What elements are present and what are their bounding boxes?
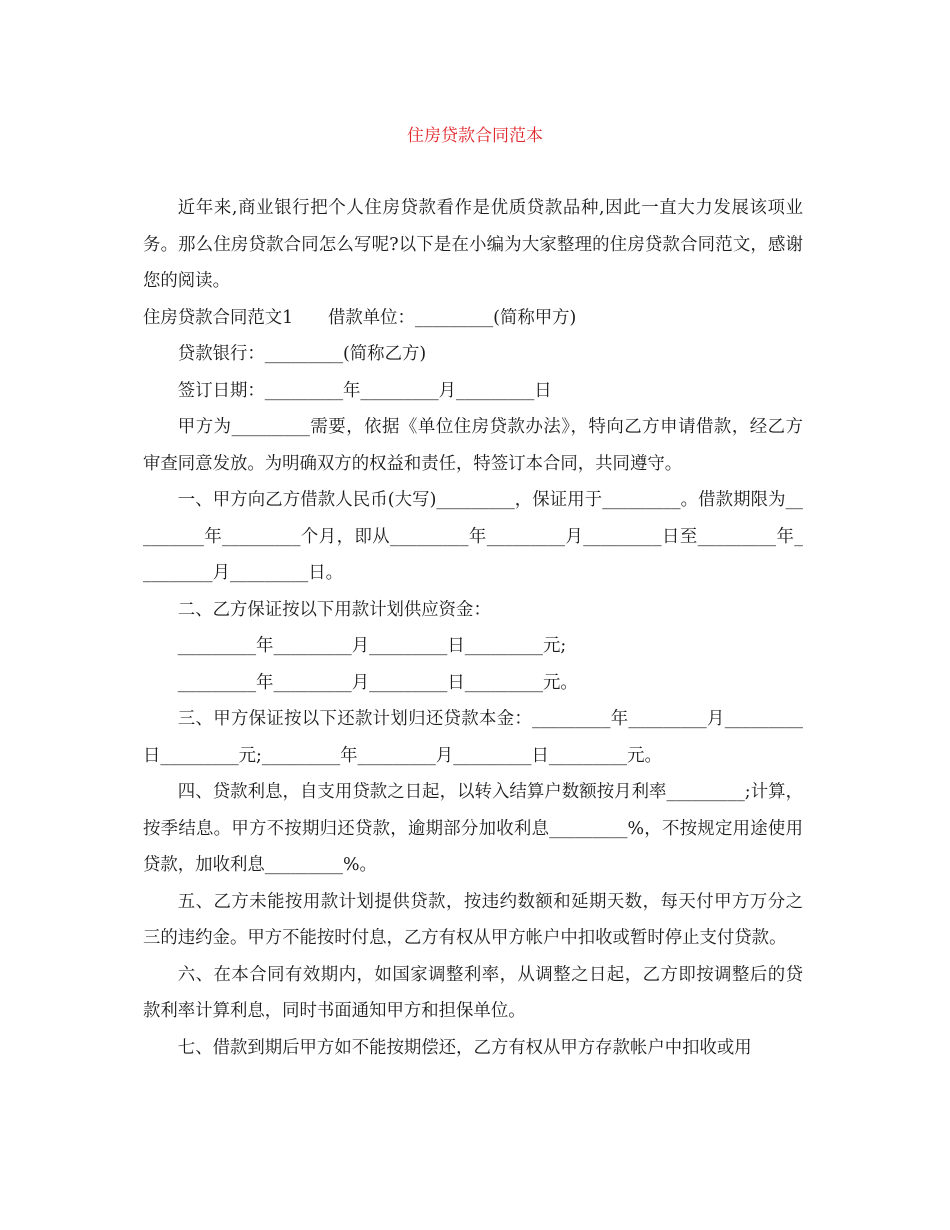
intro-paragraph: 近年来,商业银行把个人住房贷款看作是优质贷款品种,因此一直大力发展该项业务。那么住房贷款合同怎么写呢?以下是在小编为大家整理的住房贷款合同范文，感谢您的阅读。 (143, 198, 803, 291)
clause-5: 五、乙方未能按用款计划提供贷款，按违约数额和延期天数，每天付甲方万分之三的违约金。甲方不能按时付息，乙方有权从甲方帐户中扣收或暂时停止支付贷款。 (143, 891, 803, 948)
clause-1: 一、甲方向乙方借款人民币(大写)_________，保证用于_________。借款期限为_________年_________个月，即从_________年_________月_________日至_________年_________月_________日。 (143, 490, 803, 583)
clause-4: 四、贷款利息，自支用贷款之日起，以转入结算户数额按月利率_________;计算，按季结息。甲方不按期归还贷款，逾期部分加收利息_________%，不按规定用途使用贷款，加收利息_________%。 (143, 782, 803, 875)
clause-3: 三、甲方保证按以下还款计划归还贷款本金：_________年_________月_________日_________元;_________年_________月_________日_________元。 (143, 709, 803, 766)
document-body (143, 190, 803, 1066)
signing-date-line: 签订日期：_________年_________月_________日 (177, 380, 552, 401)
lender-line: 贷款银行：_________(简称乙方) (177, 344, 427, 364)
clause-6: 六、在本合同有效期内，如国家调整利率，从调整之日起，乙方即按调整后的贷款利率计算利息，同时书面通知甲方和担保单位。 (143, 964, 803, 1021)
document-title: 住房贷款合同范本 (407, 126, 543, 146)
borrower-line: 住房贷款合同范文1 借款单位：_________(简称甲方) (143, 307, 577, 328)
fund-schedule-line-2: _________年_________月_________日_________元。 (177, 672, 578, 693)
fund-schedule-line-1: _________年_________月_________日_________元; (177, 636, 567, 656)
clause-2: 二、乙方保证按以下用款计划供应资金： (177, 599, 491, 620)
purpose-paragraph: 甲方为_________需要，依据《单位住房贷款办法》，特向乙方申请借款，经乙方审查同意发放。为明确双方的权益和责任，特签订本合同，共同遵守。 (143, 417, 803, 474)
clause-7: 七、借款到期后甲方如不能按期偿还，乙方有权从甲方存款帐户中扣收或用 (177, 1037, 752, 1058)
